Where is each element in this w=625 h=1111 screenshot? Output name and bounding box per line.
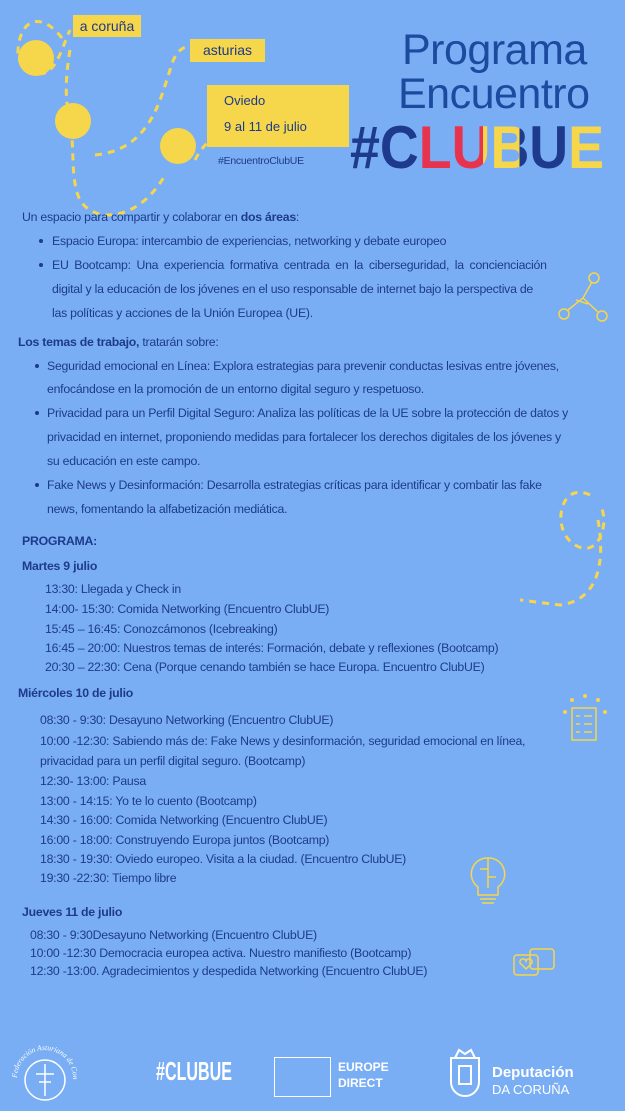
intro-bullet-2-line-3: las políticas y acciones de la Unión Europea (UE). [52, 306, 313, 320]
bullet [39, 263, 43, 267]
icon-circle-hands [160, 128, 196, 164]
title-line-1: Programa [402, 26, 587, 74]
schedule-item: 08:30 - 9:30: Desayuno Networking (Encuentro ClubUE) [40, 713, 334, 727]
europe-direct-line-1: EUROPE [338, 1060, 389, 1074]
lightbulb-brain-icon [468, 855, 508, 910]
location-tag-asturias: asturias [190, 39, 265, 62]
schedule-item: 18:30 - 19:30: Oviedo europeo. Visita a la ciudad. (Encuentro ClubUE) [40, 852, 407, 866]
icon-circle-chat [18, 40, 54, 76]
deputacion-line-1: Deputación [492, 1064, 574, 1081]
title-line-2: Encuentro [398, 70, 590, 118]
bullet [39, 239, 43, 243]
deputacion-coat-of-arms [445, 1042, 485, 1102]
bullet [35, 364, 39, 368]
bullet [35, 483, 39, 487]
topic-3-line-2: news, fomentando la alfabetización mediática. [47, 502, 288, 516]
intro-bullet-2-line-2: digital y la educación de los jóvenes en el uso responsable de internet bajo la perspectiva de [52, 282, 534, 296]
schedule-item: 13:30: Llegada y Check in [45, 582, 181, 596]
event-hashtag: #EncuentroClubUE [218, 155, 304, 167]
schedule-item: 10:00 -12:30 Democracia europea activa. Nuestro manifiesto (Bootcamp) [30, 946, 412, 960]
schedule-item: 12:30 -13:00. Agradecimientos y despedida Networking (Encuentro ClubUE) [30, 964, 428, 978]
clubue-footer-logo [155, 1050, 235, 1090]
topics-lead-bold: Los temas de trabajo, [18, 335, 140, 349]
day-title-martes: Martes 9 julio [22, 559, 98, 573]
intro-bullet-1: Espacio Europa: intercambio de experiencias, networking y debate europeo [52, 234, 447, 248]
icon-circle-checklist [55, 103, 91, 139]
day-title-miercoles: Miércoles 10 de julio [18, 686, 134, 700]
clubue-logo [348, 114, 608, 181]
event-info-box [207, 85, 349, 147]
eu-flag-outline [274, 1057, 331, 1097]
intro-lead-bold: dos áreas [240, 210, 296, 224]
schedule-item: 14:00- 15:30: Comida Networking (Encuentro ClubUE) [45, 602, 330, 616]
topic-3-line-1: Fake News y Desinformación: Desarrolla estrategias críticas para identificar y combatir las fake [47, 478, 542, 492]
intro-lead [22, 207, 299, 227]
topics-lead [18, 332, 219, 352]
topic-2-line-3: su educación en este campo. [47, 454, 201, 468]
intro-lead-text: Un espacio para compartir y colaborar en [22, 210, 241, 224]
topic-1-line-2: enfocándose en la promoción de un entorno digital seguro y respetuoso. [47, 382, 424, 396]
schedule-item: 08:30 - 9:30Desayuno Networking (Encuentro ClubUE) [30, 928, 317, 942]
intro-bullet-2-line-1: EU Bootcamp: Una experiencia formativa centrada en la ciberseguridad, la concienciación [52, 258, 547, 272]
schedule-item: 20:30 – 22:30: Cena (Porque cenando también se hace Europa. Encuentro ClubUE) [45, 660, 485, 674]
bullet [35, 411, 39, 415]
intro-lead-end: : [295, 210, 300, 224]
fac-logo-text: Federación Asturiana de Con [10, 1042, 80, 1080]
clubue-logo-text: #CLUBUE [350, 114, 604, 181]
topic-2-line-2: privacidad en internet, proponiendo medidas para fortalecer los derechos digitales de los jóvenes y [47, 430, 561, 444]
location-tag-coruna: a coruña [73, 15, 141, 37]
event-dates: 9 al 11 de julio [224, 119, 307, 134]
schedule-item: 14:30 - 16:00: Comida Networking (Encuentro ClubUE) [40, 813, 328, 827]
hands-together-icon [558, 270, 608, 325]
chat-heart-icon [512, 945, 557, 985]
topics-lead-text: tratarán sobre: [139, 335, 219, 349]
checklist-stars-icon [560, 690, 610, 750]
europe-direct-line-2: DIRECT [338, 1076, 383, 1090]
clubue-footer-logo-text: #CLUBUE [156, 1056, 232, 1086]
deputacion-line-2: DA CORUÑA [492, 1082, 570, 1097]
schedule-item: 16:00 - 18:00: Construyendo Europa juntos (Bootcamp) [40, 833, 330, 847]
schedule-item: 12:30- 13:00: Pausa [40, 774, 147, 788]
federacion-asturiana-logo [10, 1042, 80, 1106]
schedule-item: privacidad para un perfil digital seguro. (Bootcamp) [40, 754, 306, 768]
topic-1-line-1: Seguridad emocional en Línea: Explora estrategias para prevenir conductas lesivas entre jóvenes, [47, 359, 559, 373]
schedule-item: 10:00 -12:30: Sabiendo más de: Fake News y desinformación, seguridad emocional en línea, [40, 734, 526, 748]
schedule-item: 19:30 -22:30: Tiempo libre [40, 871, 177, 885]
schedule-item: 13:00 - 14:15: Yo te lo cuento (Bootcamp) [40, 794, 257, 808]
day-title-jueves: Jueves 11 de julio [22, 905, 123, 919]
schedule-item: 15:45 – 16:45: Conozcámonos (Icebreaking) [45, 622, 278, 636]
schedule-item: 16:45 – 20:00: Nuestros temas de interés: Formación, debate y reflexiones (Bootcamp) [45, 641, 499, 655]
programa-heading: PROGRAMA: [22, 534, 97, 548]
topic-2-line-1: Privacidad para un Perfil Digital Seguro: Analiza las políticas de la UE sobre la protección de datos y [47, 406, 569, 420]
event-city: Oviedo [224, 93, 266, 108]
